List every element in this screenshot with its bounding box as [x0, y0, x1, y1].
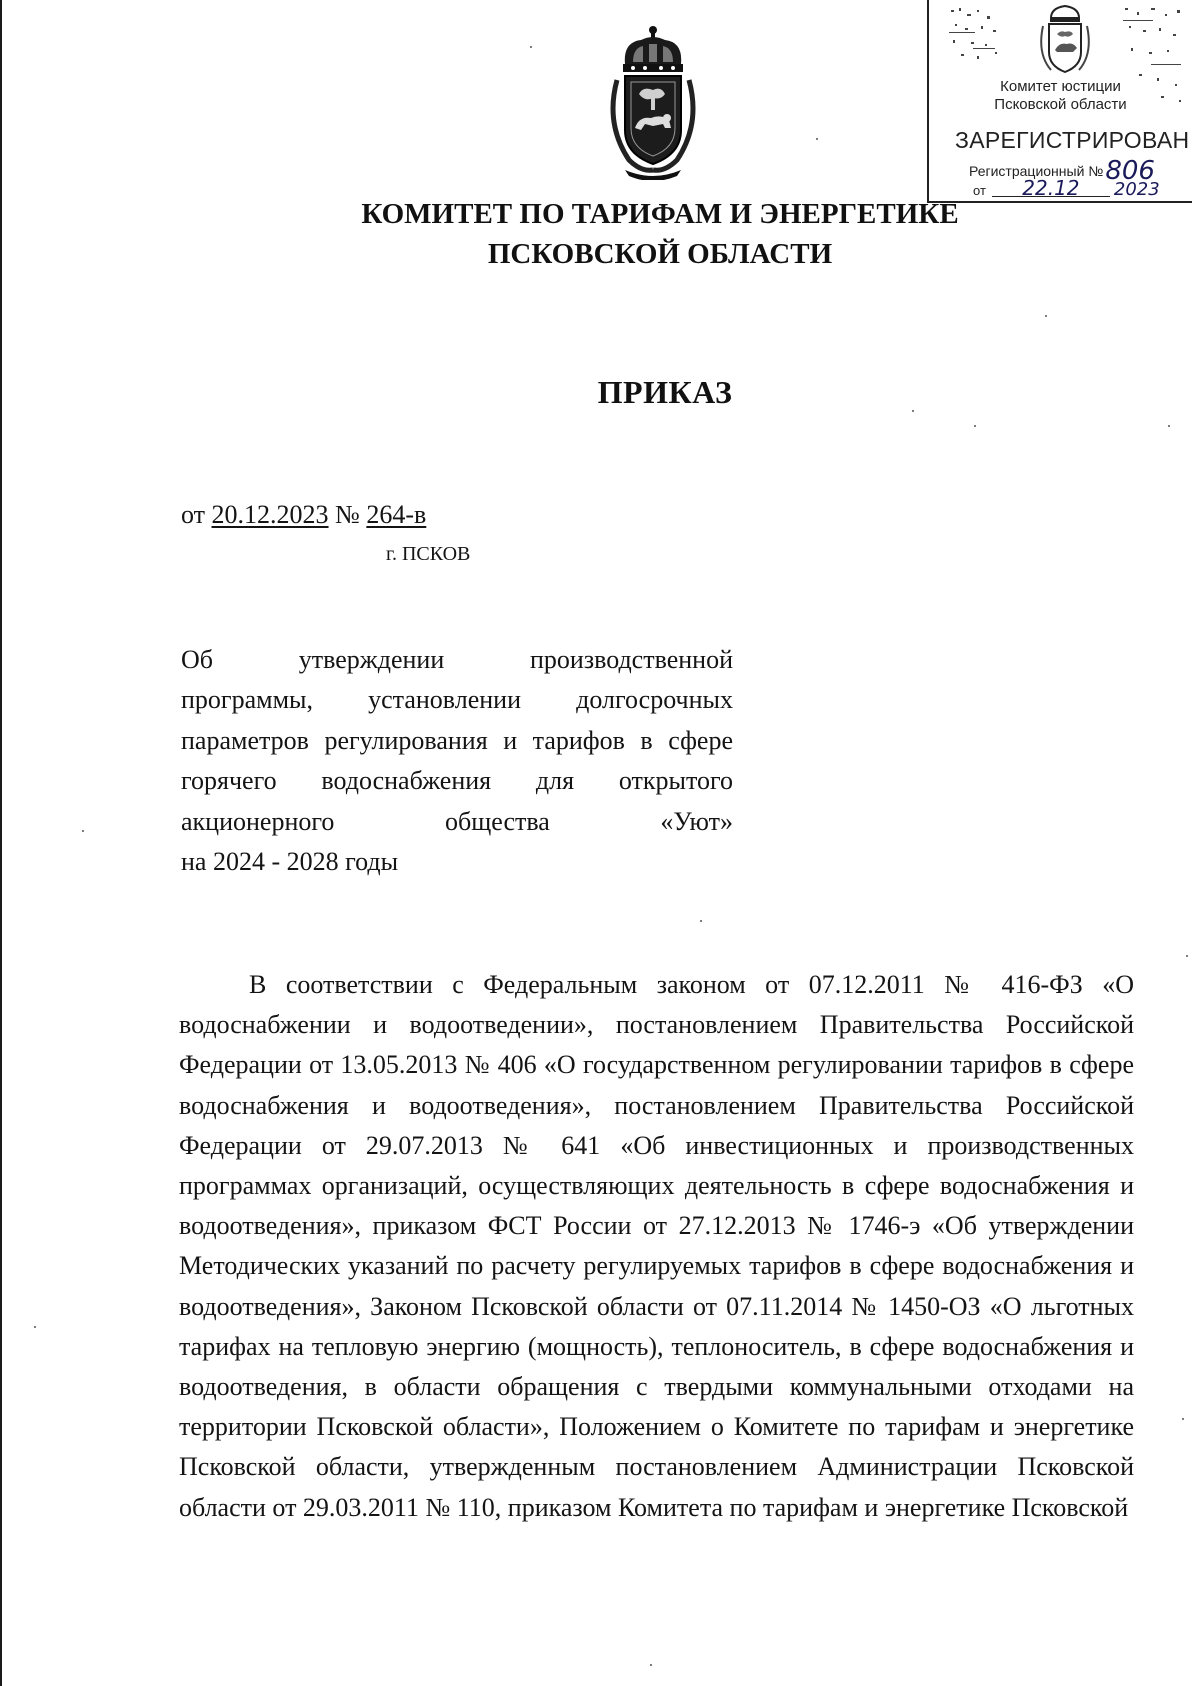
body-paragraph: В соответствии с Федеральным законом от 07.12.2011 № 416-ФЗ «О водоснабжении и водоотведении», постановлением Правительства Российской Федерации от 13.05.2013 № 406 «О государственном регулировании тарифов в сфере водоснабжения и водоотведения», постановлением Правительства Российской Федерации от 29.07.2013 № 641 «Об инвестиционных и производственных программах организаций, осуществляющих деятельность в сфере водоснабжения и водоотведения», приказом ФСТ России от 27.12.2013 № 1746-э «Об утверждении Методических указаний по расчету регулируемых тарифов в сфере водоснабжения и водоотведения», Законом Псковской области от 07.11.2014 № 1450-ОЗ «О льготных тарифах на тепловую энергию (мощность), теплоноситель, в сфере водоснабжения и водоотведения, в области обращения с твердыми коммунальными отходами на территории Псковской области», Положением о Комитете по тарифам и энергетике Псковской области, утвержденным постановлением Администрации Псковской области от 29.03.2011 № 110, приказом Комитета по тарифам и энергетике Псковской [179, 970, 1134, 1522]
order-date-prefix: от [181, 500, 212, 529]
scan-speck [700, 920, 702, 922]
stamp-number-label: Регистрационный № [969, 163, 1104, 179]
subject-line: Об утверждении производственной [181, 645, 733, 674]
scan-speck [34, 1326, 36, 1328]
organization-name-line1: КОМИТЕТ ПО ТАРИФАМ И ЭНЕРГЕТИКЕ [361, 198, 959, 230]
scan-speck [650, 1664, 652, 1666]
subject-line: программы, установлении долгосрочных [181, 685, 733, 715]
order-date: 20.12.2023 [211, 500, 329, 529]
stamp-date-label: от [973, 183, 986, 198]
scan-speck [1168, 425, 1170, 427]
subject-line: горячего водоснабжения для открытого [181, 766, 733, 796]
stamp-authority-line1: Комитет юстиции [1000, 78, 1121, 95]
coat-of-arms-icon [603, 24, 703, 180]
subject-line: акционерного общества «Уют» [181, 806, 733, 836]
order-number: 264-в [366, 500, 427, 529]
scan-speck [1186, 955, 1188, 957]
scan-speck [974, 425, 976, 427]
order-date-line [181, 500, 426, 530]
document-type-title: ПРИКАЗ [597, 374, 733, 410]
scan-speck [1045, 315, 1047, 317]
organization-name-line2: ПСКОВСКОЙ ОБЛАСТИ [487, 238, 833, 270]
stamp-noise [947, 4, 1007, 64]
stamp-authority-line2: Псковской области [994, 96, 1127, 113]
subject-line: параметров регулирования и тарифов в сфере [181, 725, 733, 755]
subject-line: на 2024 - 2028 годы [181, 847, 399, 877]
stamp-number: 806 [1105, 156, 1155, 186]
stamp-year: 2023 [1113, 179, 1160, 200]
stamp-date: 22.12 [992, 180, 1110, 197]
stamp-coat-of-arms-icon [1037, 2, 1093, 80]
scan-speck [530, 46, 532, 48]
registration-stamp [927, 0, 1192, 203]
order-number-prefix: № [328, 500, 367, 529]
stamp-date-row [973, 176, 1160, 200]
scan-speck [82, 830, 84, 832]
stamp-status: ЗАРЕГИСТРИРОВАН [955, 127, 1190, 153]
order-city: г. ПСКОВ [386, 543, 471, 565]
scan-speck [816, 138, 818, 140]
order-subject [181, 640, 733, 882]
scan-speck [1182, 1418, 1184, 1420]
